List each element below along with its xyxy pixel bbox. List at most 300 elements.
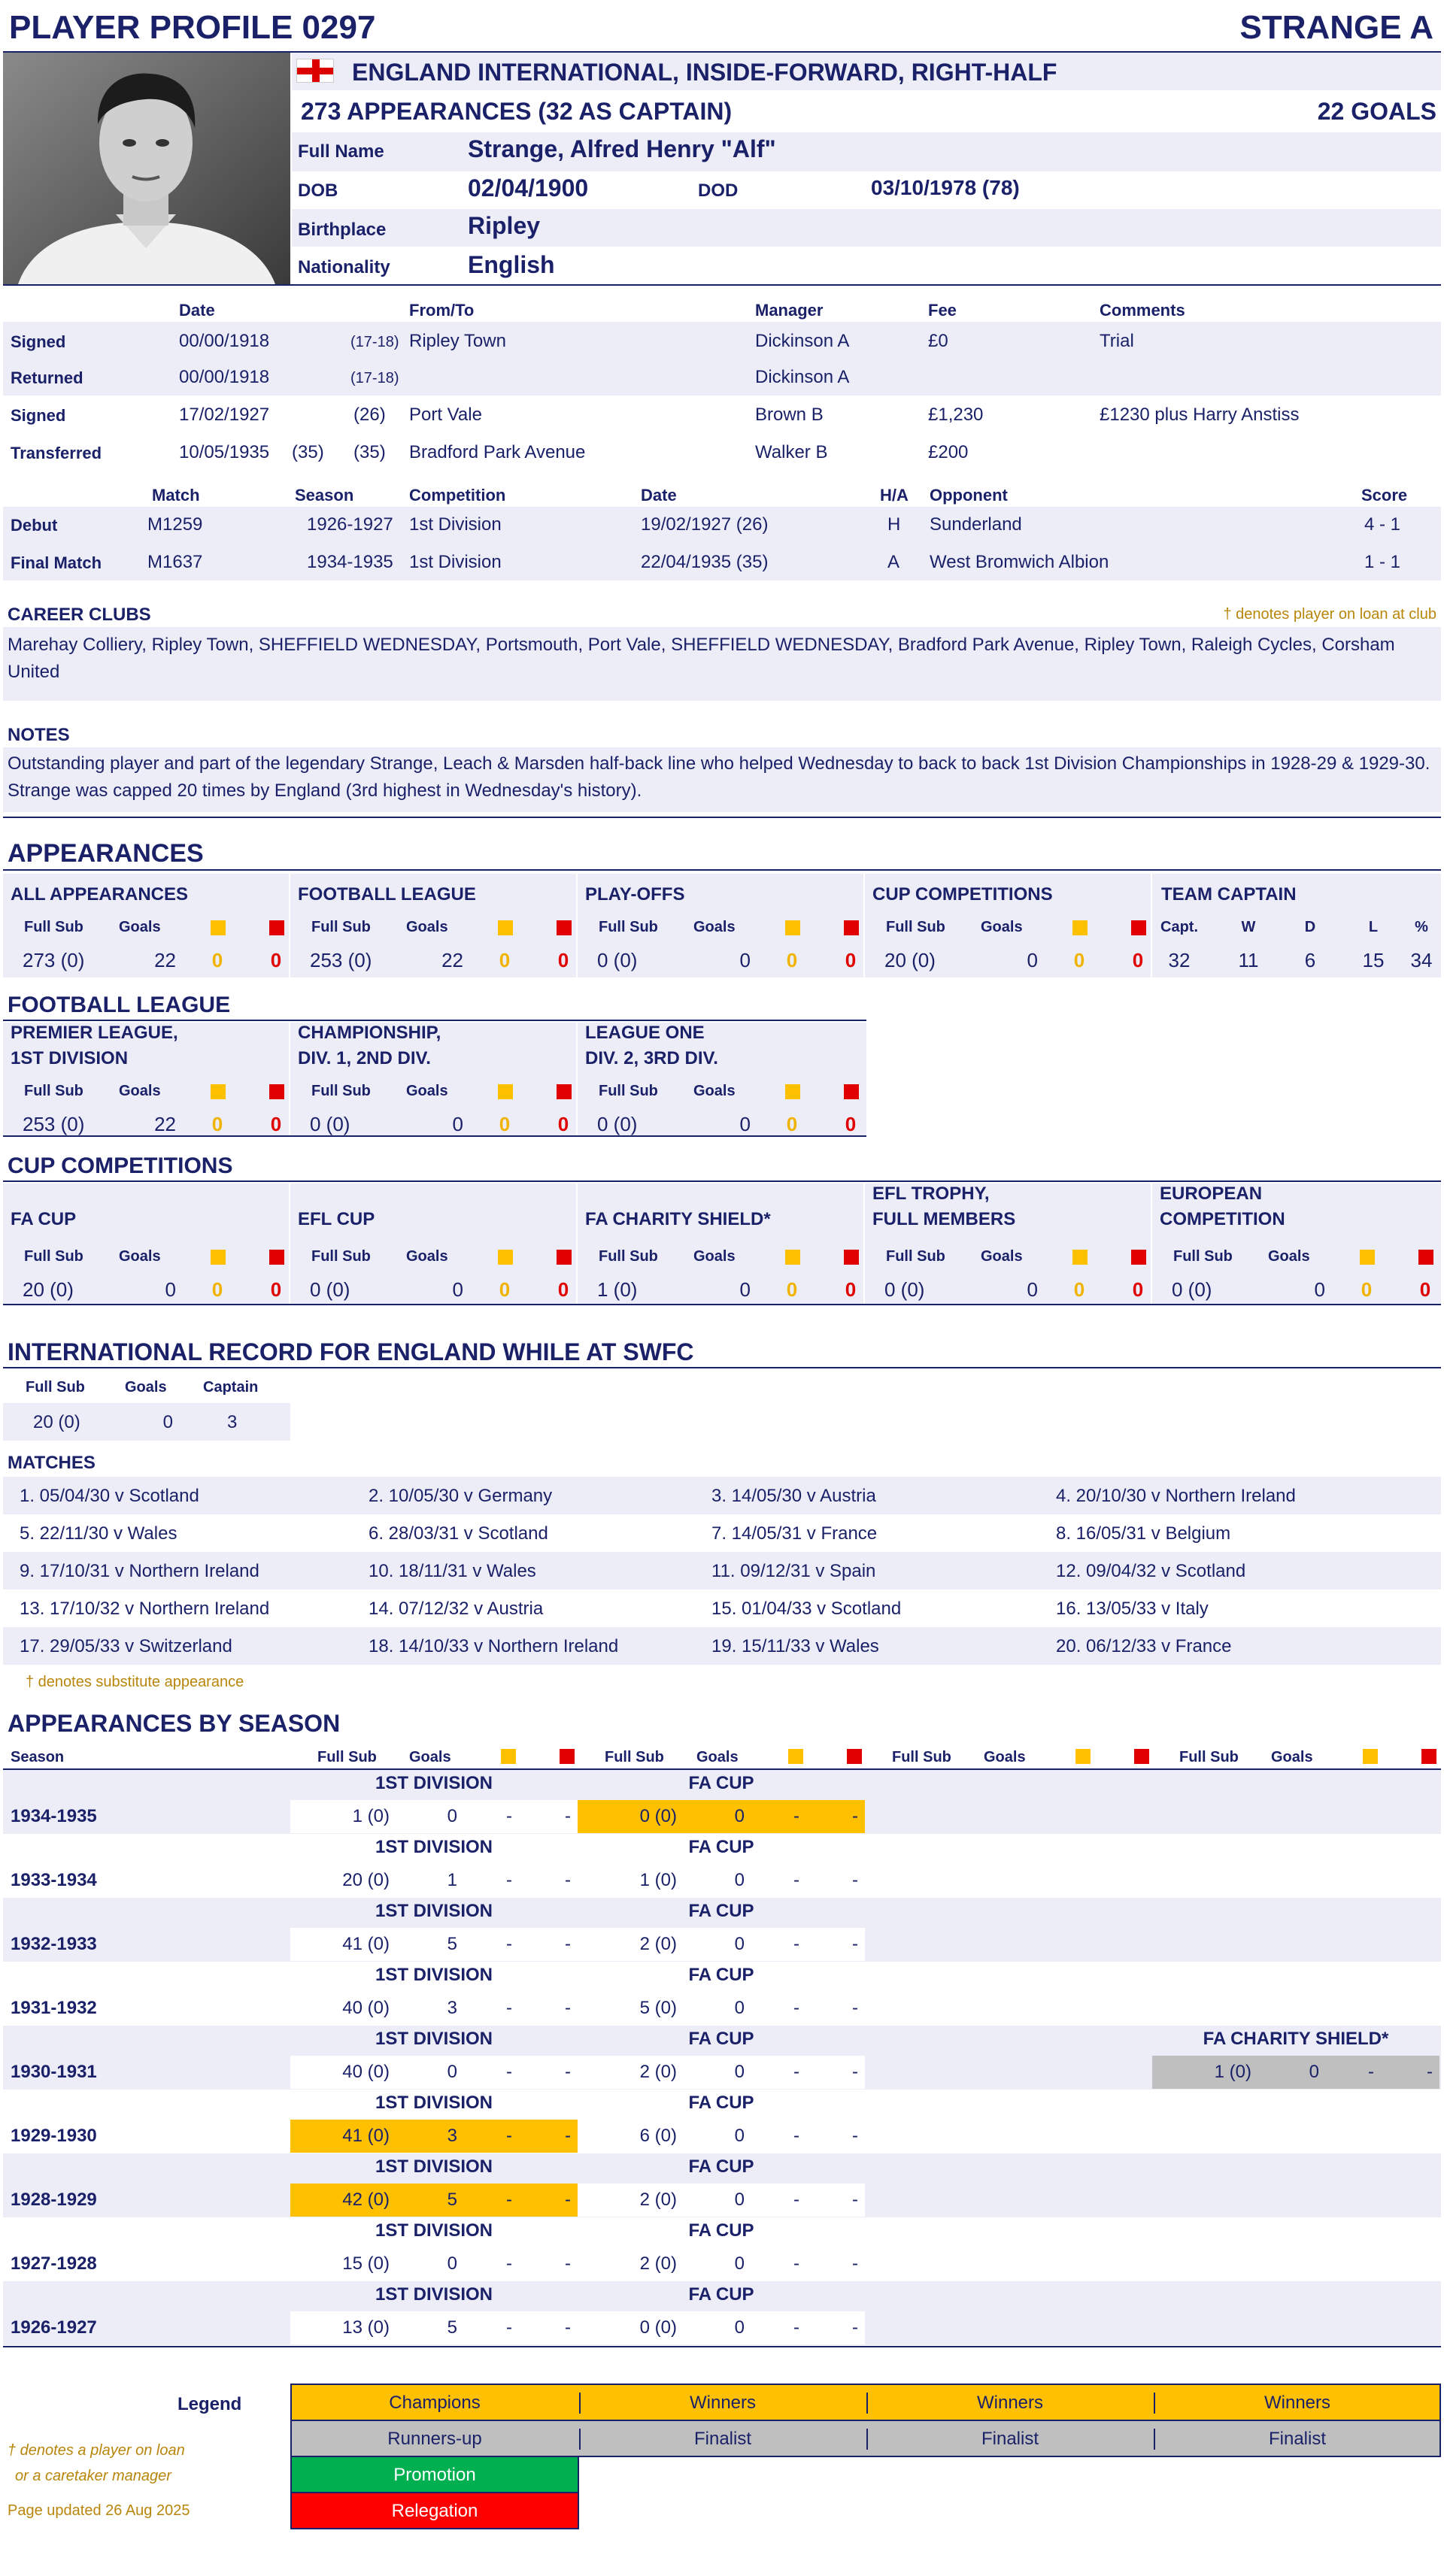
season-label: 1933-1934 xyxy=(11,1870,97,1890)
col-goals-label: Goals xyxy=(406,1248,448,1265)
col-goals-label: Goals xyxy=(1268,1248,1310,1265)
season-label: 1928-1929 xyxy=(11,2190,97,2210)
fullsub-value: 253 (0) xyxy=(23,1113,85,1135)
season-fullsub-value: 13 (0) xyxy=(342,2317,390,2338)
england-flag-icon xyxy=(296,59,334,83)
fullsub-value: 1 (0) xyxy=(597,1278,638,1301)
season-goals-value: 0 xyxy=(734,2062,745,2082)
season-fullsub-value: 1 (0) xyxy=(639,1870,677,1890)
block-title-line2: COMPETITION xyxy=(1160,1209,1285,1229)
season-competition-title: FA CUP xyxy=(688,1965,754,1985)
transfer-header-date: Date xyxy=(179,301,215,320)
yellow-card-icon xyxy=(211,920,226,935)
captain-title: TEAM CAPTAIN xyxy=(1161,884,1297,905)
red-cards-value: 0 xyxy=(557,949,569,971)
red-card-icon xyxy=(844,1084,859,1099)
intl-title: INTERNATIONAL RECORD FOR ENGLAND WHILE AT SWFC xyxy=(8,1338,694,1365)
season-red-value: - xyxy=(565,2190,571,2210)
yellow-card-icon xyxy=(498,1250,513,1265)
season-goals-value: 0 xyxy=(447,1806,457,1826)
block-title-line2: FULL MEMBERS xyxy=(872,1209,1016,1229)
player-role: ENGLAND INTERNATIONAL, INSIDE-FORWARD, RIGHT-HALF xyxy=(352,59,1057,86)
yellow-card-icon xyxy=(1360,1250,1375,1265)
intl-sub-note: † denotes substitute appearance xyxy=(26,1674,244,1690)
goals-value: 22 xyxy=(154,949,176,971)
intl-goals-value: 0 xyxy=(162,1412,173,1432)
yellow-cards-value: 0 xyxy=(211,1278,223,1301)
season-label: 1929-1930 xyxy=(11,2126,97,2146)
yellow-cards-value: 0 xyxy=(499,1113,511,1135)
season-yellow-value: - xyxy=(793,2062,799,2082)
career-clubs-text: Marehay Colliery, Ripley Town, SHEFFIELD WEDNESDAY, Portsmouth, Port Vale, SHEFFIELD WEDNESDAY, Bradford Park Avenue, Ripley Town, Raleigh Cycles, Corsham United xyxy=(8,635,1395,682)
block-title-line2: FA CUP xyxy=(11,1209,77,1229)
yellow-card-icon xyxy=(211,1250,226,1265)
season-label: 1926-1927 xyxy=(11,2317,97,2338)
col-fullsub-label: Full Sub xyxy=(599,1083,658,1099)
block-title: CUP COMPETITIONS xyxy=(872,884,1053,905)
season-yellow-value: - xyxy=(793,1870,799,1890)
red-cards-value: 0 xyxy=(270,1113,282,1135)
yellow-cards-value: 0 xyxy=(786,1278,798,1301)
block-title-line2: FA CHARITY SHIELD* xyxy=(585,1209,771,1229)
season-yellow-value: - xyxy=(793,1806,799,1826)
col-goals-label: Goals xyxy=(406,919,448,935)
legend-finalist: Finalist xyxy=(579,2429,865,2450)
season-red-value: - xyxy=(1427,2062,1433,2082)
yellow-card-icon xyxy=(785,920,800,935)
captain-value: 11 xyxy=(1238,949,1259,971)
match-header-season: Season xyxy=(295,486,354,505)
block-separator xyxy=(863,874,865,977)
col-goals-label: Goals xyxy=(693,1083,736,1099)
season-competition-title: 1ST DIVISION xyxy=(375,1837,493,1857)
season-competition-title: 1ST DIVISION xyxy=(375,2093,493,2113)
captain-value: 34 xyxy=(1410,949,1433,971)
season-fullsub-value: 0 (0) xyxy=(639,2317,677,2338)
seasons-bottom-rule xyxy=(3,2346,1441,2347)
block-title-line1: EUROPEAN xyxy=(1160,1183,1263,1204)
col-fullsub-label: Full Sub xyxy=(24,919,83,935)
intl-match-item: 16. 13/05/33 v Italy xyxy=(1056,1599,1209,1619)
block-title-line1: EFL TROPHY, xyxy=(872,1183,990,1204)
season-yellow-value: - xyxy=(506,2062,512,2082)
player-photo-image xyxy=(3,53,290,284)
block-title: ALL APPEARANCES xyxy=(11,884,189,905)
col-fullsub-label: Full Sub xyxy=(24,1248,83,1265)
block-separator xyxy=(576,1183,578,1304)
season-col-fullsub-label: Full Sub xyxy=(1179,1749,1239,1765)
yellow-card-icon xyxy=(498,920,513,935)
goals-value: 0 xyxy=(165,1278,176,1301)
block-separator xyxy=(576,1023,578,1135)
season-yellow-value: - xyxy=(793,2126,799,2146)
season-goals-value: 0 xyxy=(734,2190,745,2210)
match-header-date: Date xyxy=(641,486,677,505)
season-goals-value: 3 xyxy=(447,1998,457,2018)
season-goals-value: 0 xyxy=(447,2062,457,2082)
season-competition-title: 1ST DIVISION xyxy=(375,2284,493,2305)
season-fullsub-value: 20 (0) xyxy=(342,1870,390,1890)
dod-label: DOD xyxy=(698,180,739,201)
yellow-card-icon xyxy=(788,1749,803,1764)
red-cards-value: 0 xyxy=(270,949,282,971)
yellow-card-icon xyxy=(498,1084,513,1099)
season-goals-value: 0 xyxy=(447,2253,457,2274)
fullsub-value: 0 (0) xyxy=(597,1113,638,1135)
legend-champions: Champions xyxy=(389,2393,481,2413)
season-goals-value: 5 xyxy=(447,2317,457,2338)
col-goals-label: Goals xyxy=(119,1083,161,1099)
season-yellow-value: - xyxy=(506,1934,512,1954)
col-goals-label: Goals xyxy=(981,1248,1023,1265)
career-title: CAREER CLUBS xyxy=(8,605,151,625)
yellow-card-icon xyxy=(1075,1749,1091,1764)
full-name: Strange, Alfred Henry "Alf" xyxy=(468,135,776,162)
legend-finalist: Finalist xyxy=(1154,2429,1439,2450)
red-cards-value: 0 xyxy=(845,1113,857,1135)
legend-finalist: Finalist xyxy=(866,2429,1152,2450)
red-card-icon xyxy=(557,920,572,935)
season-red-value: - xyxy=(565,2062,571,2082)
season-red-value: - xyxy=(565,2317,571,2338)
cups-title: CUP COMPETITIONS xyxy=(8,1153,233,1178)
yellow-cards-value: 0 xyxy=(499,949,511,971)
intl-match-item: 8. 16/05/31 v Belgium xyxy=(1056,1523,1231,1544)
intl-match-item: 19. 15/11/33 v Wales xyxy=(711,1636,879,1656)
captain-header: D xyxy=(1304,919,1316,935)
block-title-line1: CHAMPIONSHIP, xyxy=(298,1023,441,1043)
col-goals-label: Goals xyxy=(981,919,1023,935)
legend-loan-note: † denotes a player on loan xyxy=(8,2442,185,2459)
season-red-value: - xyxy=(852,2253,858,2274)
red-cards-value: 0 xyxy=(845,1278,857,1301)
season-col-fullsub-label: Full Sub xyxy=(892,1749,951,1765)
legend-winners: Winners xyxy=(1154,2393,1439,2414)
season-label: 1930-1931 xyxy=(11,2062,97,2082)
season-competition-title: FA CHARITY SHIELD* xyxy=(1203,2029,1389,2049)
block-title-line2: DIV. 2, 3RD DIV. xyxy=(585,1048,718,1068)
red-card-icon xyxy=(1418,1250,1433,1265)
col-fullsub-label: Full Sub xyxy=(24,1083,83,1099)
season-red-value: - xyxy=(565,1998,571,2018)
season-red-value: - xyxy=(565,1870,571,1890)
block-separator xyxy=(289,1183,290,1304)
season-label: 1934-1935 xyxy=(11,1806,97,1826)
yellow-card-icon xyxy=(501,1749,516,1764)
intl-match-item: 14. 07/12/32 v Austria xyxy=(369,1599,544,1619)
block-title-line1: PREMIER LEAGUE, xyxy=(11,1023,178,1043)
season-yellow-value: - xyxy=(1368,2062,1374,2082)
red-card-icon xyxy=(844,920,859,935)
match-header-ha: H/A xyxy=(880,486,909,505)
goals-value: 22 xyxy=(441,949,463,971)
block-title: PLAY-OFFS xyxy=(585,884,685,905)
legend-caretaker-note: or a caretaker manager xyxy=(15,2468,171,2484)
season-yellow-value: - xyxy=(506,2126,512,2146)
red-cards-value: 0 xyxy=(1419,1278,1431,1301)
season-goals-value: 0 xyxy=(734,1806,745,1826)
col-fullsub-label: Full Sub xyxy=(311,1248,371,1265)
block-separator xyxy=(289,1023,290,1135)
red-card-icon xyxy=(560,1749,575,1764)
seasons-title: APPEARANCES BY SEASON xyxy=(8,1710,341,1737)
block-title-line2: EFL CUP xyxy=(298,1209,375,1229)
season-yellow-value: - xyxy=(793,1998,799,2018)
season-goals-value: 3 xyxy=(447,2126,457,2146)
season-yellow-value: - xyxy=(506,1870,512,1890)
yellow-cards-value: 0 xyxy=(1073,1278,1085,1301)
intl-header-captain: Captain xyxy=(203,1379,259,1396)
yellow-cards-value: 0 xyxy=(499,1278,511,1301)
season-fullsub-value: 2 (0) xyxy=(639,2062,677,2082)
col-fullsub-label: Full Sub xyxy=(886,1248,945,1265)
yellow-card-icon xyxy=(1072,920,1088,935)
captain-value: 6 xyxy=(1304,949,1316,971)
season-fullsub-value: 1 (0) xyxy=(1214,2062,1251,2082)
block-separator xyxy=(576,874,578,977)
captain-value: 32 xyxy=(1168,949,1191,971)
intl-match-item: 12. 09/04/32 v Scotland xyxy=(1056,1561,1246,1581)
intl-matches-title: MATCHES xyxy=(8,1453,96,1473)
season-competition-title: FA CUP xyxy=(688,1837,754,1857)
season-competition-title: 1ST DIVISION xyxy=(375,2029,493,2049)
appearances-summary: 273 APPEARANCES (32 AS CAPTAIN) xyxy=(301,98,733,125)
yellow-cards-value: 0 xyxy=(211,949,223,971)
nationality-label: Nationality xyxy=(298,257,390,277)
red-cards-value: 0 xyxy=(557,1113,569,1135)
match-header-competition: Competition xyxy=(409,486,506,505)
season-fullsub-value: 15 (0) xyxy=(342,2253,390,2274)
intl-match-item: 10. 18/11/31 v Wales xyxy=(369,1561,536,1581)
player-photo xyxy=(3,53,290,284)
red-card-icon xyxy=(847,1749,862,1764)
match-header-score: Score xyxy=(1361,486,1408,505)
yellow-card-icon xyxy=(785,1250,800,1265)
goals-value: 0 xyxy=(452,1278,463,1301)
season-col-fullsub-label: Full Sub xyxy=(317,1749,377,1765)
fullsub-value: 20 (0) xyxy=(23,1278,74,1301)
season-label: 1931-1932 xyxy=(11,1998,97,2018)
goals-value: 0 xyxy=(1314,1278,1325,1301)
fullsub-value: 0 (0) xyxy=(884,1278,925,1301)
fullsub-value: 0 (0) xyxy=(1172,1278,1212,1301)
birthplace-value: Ripley xyxy=(468,212,541,239)
match-header-opponent: Opponent xyxy=(930,486,1008,505)
red-card-icon xyxy=(269,1084,284,1099)
red-card-icon xyxy=(557,1250,572,1265)
season-col-fullsub-label: Full Sub xyxy=(605,1749,664,1765)
legend-winners: Winners xyxy=(579,2393,865,2414)
fullsub-value: 0 (0) xyxy=(310,1278,350,1301)
appearances-title: APPEARANCES xyxy=(8,839,204,868)
transfer-header-comments: Comments xyxy=(1100,301,1185,320)
season-goals-value: 0 xyxy=(734,2317,745,2338)
season-competition-title: FA CUP xyxy=(688,2220,754,2241)
block-title-line2: 1ST DIVISION xyxy=(11,1048,129,1068)
captain-header: L xyxy=(1368,919,1379,935)
season-red-value: - xyxy=(565,2126,571,2146)
intl-match-item: 15. 01/04/33 v Scotland xyxy=(711,1599,902,1619)
birthplace-label: Birthplace xyxy=(298,220,387,240)
legend-relegation: Relegation xyxy=(391,2501,478,2521)
season-label: 1932-1933 xyxy=(11,1934,97,1954)
season-goals-value: 0 xyxy=(734,1934,745,1954)
captain-header: W xyxy=(1241,919,1256,935)
cups-bottom-rule xyxy=(3,1304,1441,1305)
red-card-icon xyxy=(844,1250,859,1265)
legend-runners-up: Runners-up xyxy=(387,2429,482,2449)
season-competition-title: FA CUP xyxy=(688,1901,754,1921)
player-short-name: STRANGE A xyxy=(1239,9,1433,46)
season-goals-value: 0 xyxy=(734,1998,745,2018)
dod-value: 03/10/1978 (78) xyxy=(871,176,1020,199)
intl-match-item: 20. 06/12/33 v France xyxy=(1056,1636,1232,1656)
season-red-value: - xyxy=(852,2190,858,2210)
season-competition-title: FA CUP xyxy=(688,2093,754,2113)
transfer-header-fee: Fee xyxy=(928,301,957,320)
dob-label: DOB xyxy=(298,180,338,201)
season-col-goals-label: Goals xyxy=(409,1749,451,1765)
season-fullsub-value: 42 (0) xyxy=(342,2190,390,2210)
red-card-icon xyxy=(1421,1749,1436,1764)
goals-value: 22 xyxy=(154,1113,176,1135)
season-fullsub-value: 41 (0) xyxy=(342,2126,390,2146)
season-red-value: - xyxy=(852,2062,858,2082)
yellow-card-icon xyxy=(785,1084,800,1099)
intl-match-item: 4. 20/10/30 v Northern Ireland xyxy=(1056,1486,1296,1506)
intl-match-item: 1. 05/04/30 v Scotland xyxy=(20,1486,199,1506)
season-yellow-value: - xyxy=(506,1998,512,2018)
season-fullsub-value: 41 (0) xyxy=(342,1934,390,1954)
red-card-icon xyxy=(1131,1250,1146,1265)
season-competition-title: 1ST DIVISION xyxy=(375,2220,493,2241)
season-red-value: - xyxy=(852,2126,858,2146)
season-yellow-value: - xyxy=(506,2317,512,2338)
block-title-line1: LEAGUE ONE xyxy=(585,1023,705,1043)
fullsub-value: 0 (0) xyxy=(597,949,638,971)
season-fullsub-value: 2 (0) xyxy=(639,2253,677,2274)
season-yellow-value: - xyxy=(793,2317,799,2338)
red-cards-value: 0 xyxy=(1132,949,1144,971)
intl-match-item: 5. 22/11/30 v Wales xyxy=(20,1523,177,1544)
yellow-card-icon xyxy=(1072,1250,1088,1265)
season-header-label: Season xyxy=(11,1749,65,1765)
col-fullsub-label: Full Sub xyxy=(311,919,371,935)
goals-value: 0 xyxy=(1027,1278,1038,1301)
season-fullsub-value: 40 (0) xyxy=(342,1998,390,2018)
intl-match-item: 13. 17/10/32 v Northern Ireland xyxy=(20,1599,270,1619)
season-col-goals-label: Goals xyxy=(1271,1749,1313,1765)
transfer-header-manager: Manager xyxy=(755,301,824,320)
intl-match-item: 6. 28/03/31 v Scotland xyxy=(369,1523,548,1544)
season-goals-value: 0 xyxy=(734,2126,745,2146)
red-cards-value: 0 xyxy=(270,1278,282,1301)
transfer-header-fromto: From/To xyxy=(409,301,475,320)
season-goals-value: 0 xyxy=(734,2253,745,2274)
league-title: FOOTBALL LEAGUE xyxy=(8,993,231,1017)
notes-text: Outstanding player and part of the legendary Strange, Leach & Marsden half-back line who helped Wednesday to back to back 1st Division Championships in 1928-29 & 1929-30. Strange was capped 20 times by England (3rd highest in Wednesday's history). xyxy=(8,753,1430,801)
season-red-value: - xyxy=(565,2253,571,2274)
goals-value: 0 xyxy=(1027,949,1038,971)
yellow-cards-value: 0 xyxy=(1361,1278,1373,1301)
intl-match-item: 3. 14/05/30 v Austria xyxy=(711,1486,876,1506)
yellow-cards-value: 0 xyxy=(786,949,798,971)
page-title: PLAYER PROFILE 0297 xyxy=(9,9,376,46)
intl-match-item: 11. 09/12/31 v Spain xyxy=(711,1561,876,1581)
goals-value: 0 xyxy=(739,1113,751,1135)
season-competition-title: FA CUP xyxy=(688,1773,754,1793)
intl-match-item: 2. 10/05/30 v Germany xyxy=(369,1486,553,1506)
season-yellow-value: - xyxy=(506,2190,512,2210)
season-fullsub-value: 6 (0) xyxy=(639,2126,677,2146)
season-fullsub-value: 5 (0) xyxy=(639,1998,677,2018)
red-card-icon xyxy=(269,1250,284,1265)
goals-value: 0 xyxy=(739,1278,751,1301)
red-card-icon xyxy=(557,1084,572,1099)
col-fullsub-label: Full Sub xyxy=(1173,1248,1233,1265)
season-yellow-value: - xyxy=(506,1806,512,1826)
legend-winners: Winners xyxy=(866,2393,1152,2414)
season-red-value: - xyxy=(852,1806,858,1826)
red-cards-value: 0 xyxy=(557,1278,569,1301)
captain-header: Capt. xyxy=(1160,919,1198,935)
red-card-icon xyxy=(269,920,284,935)
col-goals-label: Goals xyxy=(406,1083,448,1099)
col-fullsub-label: Full Sub xyxy=(311,1083,371,1099)
red-card-icon xyxy=(1134,1749,1149,1764)
red-cards-value: 0 xyxy=(845,949,857,971)
season-competition-title: 1ST DIVISION xyxy=(375,1773,493,1793)
season-col-goals-label: Goals xyxy=(984,1749,1026,1765)
intl-header-fullsub: Full Sub xyxy=(26,1379,85,1396)
season-col-goals-label: Goals xyxy=(696,1749,739,1765)
season-red-value: - xyxy=(852,1870,858,1890)
col-goals-label: Goals xyxy=(119,919,161,935)
block-separator xyxy=(863,1183,865,1304)
season-yellow-value: - xyxy=(793,1934,799,1954)
season-competition-title: 1ST DIVISION xyxy=(375,1965,493,1985)
fullsub-value: 273 (0) xyxy=(23,949,85,971)
season-red-value: - xyxy=(852,1934,858,1954)
season-red-value: - xyxy=(852,1998,858,2018)
goals-value: 0 xyxy=(452,1113,463,1135)
season-fullsub-value: 0 (0) xyxy=(639,1806,677,1826)
season-yellow-value: - xyxy=(506,2253,512,2274)
red-card-icon xyxy=(1131,920,1146,935)
yellow-card-icon xyxy=(211,1084,226,1099)
col-fullsub-label: Full Sub xyxy=(599,919,658,935)
season-goals-value: 5 xyxy=(447,2190,457,2210)
fullsub-value: 0 (0) xyxy=(310,1113,350,1135)
intl-match-item: 18. 14/10/33 v Northern Ireland xyxy=(369,1636,619,1656)
season-yellow-value: - xyxy=(793,2190,799,2210)
intl-header-goals: Goals xyxy=(125,1379,167,1396)
yellow-card-icon xyxy=(1363,1749,1378,1764)
season-label: 1927-1928 xyxy=(11,2253,97,2274)
yellow-cards-value: 0 xyxy=(1073,949,1085,971)
fullsub-value: 253 (0) xyxy=(310,949,372,971)
season-competition-title: FA CUP xyxy=(688,2156,754,2177)
col-fullsub-label: Full Sub xyxy=(599,1248,658,1265)
captain-header: % xyxy=(1415,919,1428,935)
block-separator xyxy=(1151,1183,1152,1304)
col-goals-label: Goals xyxy=(693,919,736,935)
yellow-cards-value: 0 xyxy=(786,1113,798,1135)
block-title: FOOTBALL LEAGUE xyxy=(298,884,476,905)
season-yellow-value: - xyxy=(793,2253,799,2274)
season-fullsub-value: 2 (0) xyxy=(639,2190,677,2210)
season-red-value: - xyxy=(852,2317,858,2338)
